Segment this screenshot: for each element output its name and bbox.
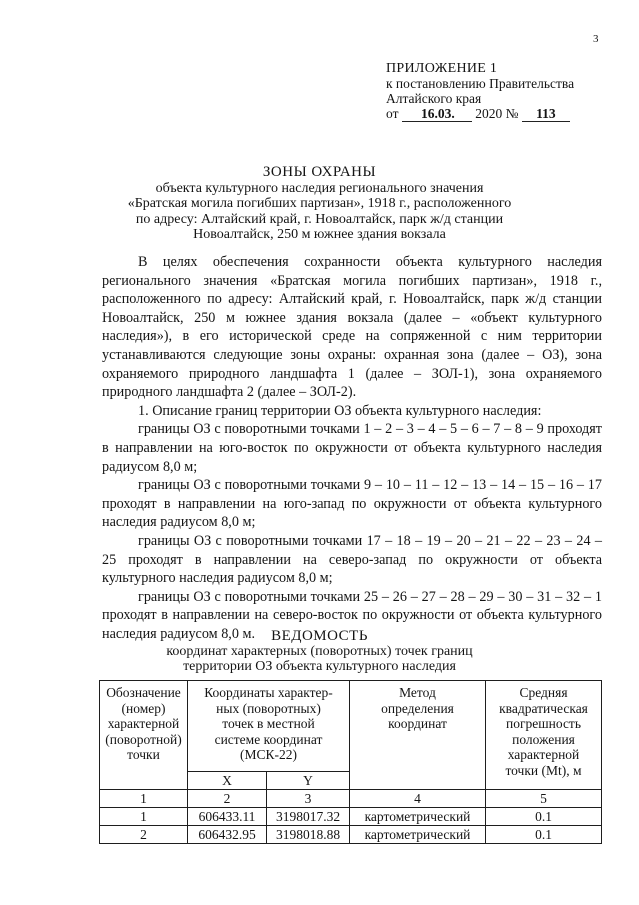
header-coordinates-2: ных (поворотных) [216, 700, 321, 716]
header-coordinates-1: Координаты характер- [204, 685, 333, 700]
header-y: Y [267, 772, 350, 790]
title-line-4: Новоалтайск, 250 м южнее здания вокзала [193, 227, 446, 242]
table-row [100, 808, 602, 826]
header-error-4: положения [512, 731, 575, 747]
vedomost-line-1: координат характерных (поворотных) точек границ [166, 644, 473, 659]
appendix-year-no: 2020 № [475, 106, 519, 121]
col-number-5: 5 [486, 790, 602, 808]
appendix-date-line [386, 106, 574, 122]
header-designation-4: (поворотной) [105, 731, 182, 747]
header-coordinates-5: (МСК-22) [240, 747, 297, 762]
header-designation-3: характерной [107, 716, 180, 731]
title-line-2: «Братская могила погибших партизан», 1918 г., расположенного [127, 196, 512, 211]
cell-method: картометрический [350, 808, 486, 826]
header-method-3: координат [388, 716, 447, 731]
cell-x: 606433.11 [188, 808, 267, 826]
cell-error: 0.1 [486, 826, 602, 844]
table-column-numbers-row [100, 790, 602, 808]
header-x: X [188, 772, 267, 790]
header-error-6: точки (Mt), м [505, 762, 582, 778]
header-error [486, 681, 602, 790]
col-number-3: 3 [267, 790, 350, 808]
cell-x: 606432.95 [188, 826, 267, 844]
paragraph-intro: В целях обеспечения сохранности объекта культурного наследия регионального значения «Братская могила погибших партизан», 1918 г., расположенного по адресу: Алтайский край, г. Новоалтайск, парк ж/д станции Новоалтайск, 250 м южнее здания вокзала (далее – «объект культурного наследия»), в его исторической среде на сопряженной с ним территории устанавливаются следующие зоны охраны: охранная зона (далее – ОЗ), зона охраняемого природного ландшафта 1 (далее – ЗОЛ-1), зона охраняемого природного ландшафта 2 (далее – ЗОЛ-2). [102, 254, 602, 401]
cell-y: 3198017.32 [267, 808, 350, 826]
paragraph-section-1: 1. Описание границ территории ОЗ объекта культурного наследия: [138, 402, 542, 419]
cell-point: 1 [100, 808, 188, 826]
title-line-1: объекта культурного наследия регионального значения [155, 180, 484, 196]
header-designation-1: Обозначение [106, 685, 181, 700]
paragraph-boundary-4: границы ОЗ с поворотными точками 25 – 26 – 27 – 28 – 29 – 30 – 31 – 32 – 1 проходят в направлении на северо-восток по окружности от объекта культурного наследия радиусом 8,0 м. [102, 588, 602, 642]
paragraph-boundary-1: границы ОЗ с поворотными точками 1 – 2 – 3 – 4 – 5 – 6 – 7 – 8 – 9 проходят в направлении на юго-восток по окружности от объекта культурного наследия радиусом 8,0 м; [102, 421, 602, 475]
paragraph-boundary-2: границы ОЗ с поворотными точками 9 – 10 – 11 – 12 – 13 – 14 – 15 – 16 – 17 проходят в направлении на юго-запад по окружности от объекта культурного наследия радиусом 8,0 м; [102, 477, 602, 531]
header-designation-2: (номер) [121, 700, 166, 716]
cell-y: 3198018.88 [267, 826, 350, 844]
header-coordinates-3: точек в местной [222, 716, 315, 731]
header-method-1: Метод [399, 685, 436, 700]
appendix-heading: ПРИЛОЖЕНИЕ 1 [386, 61, 498, 76]
vedomost-title [0, 629, 639, 674]
header-error-1: Средняя [519, 685, 568, 700]
header-designation [100, 681, 188, 790]
header-error-3: погрешность [505, 716, 581, 731]
header-error-2: квадратическая [499, 700, 588, 716]
cell-error: 0.1 [486, 808, 602, 826]
title-line-3: по адресу: Алтайский край, г. Новоалтайск, парк ж/д станции [135, 211, 504, 227]
document-title [0, 165, 639, 243]
document-body [102, 253, 602, 643]
appendix-line-2: Алтайского края [386, 91, 482, 106]
header-method-2: определения [381, 700, 454, 716]
cell-point: 2 [100, 826, 188, 844]
page-number: 3 [593, 33, 599, 45]
appendix-line-1: к постановлению Правительства [386, 76, 575, 91]
appendix-date: 16.03. [402, 106, 472, 122]
header-designation-5: точки [127, 747, 160, 762]
col-number-4: 4 [350, 790, 486, 808]
header-error-5: характерной [507, 747, 580, 762]
col-number-1: 1 [100, 790, 188, 808]
col-number-2: 2 [188, 790, 267, 808]
header-coordinates [188, 681, 350, 772]
table-row [100, 826, 602, 844]
title-heading: ЗОНЫ ОХРАНЫ [262, 164, 377, 180]
table-header-row [100, 681, 602, 772]
coordinates-table [99, 680, 602, 844]
cell-method: картометрический [350, 826, 486, 844]
vedomost-heading: ВЕДОМОСТЬ [271, 628, 368, 644]
vedomost-line-2: территории ОЗ объекта культурного наследия [183, 659, 456, 674]
header-coordinates-4: системе координат [214, 731, 323, 747]
appendix-block [386, 61, 574, 122]
appendix-from: от [386, 106, 399, 121]
paragraph-boundary-3: границы ОЗ с поворотными точками 17 – 18 – 19 – 20 – 21 – 22 – 23 – 24 – 25 проходят в направлении на северо-запад по окружности от объекта культурного наследия радиусом 8,0 м; [102, 532, 602, 587]
header-method [350, 681, 486, 790]
appendix-number: 113 [522, 106, 570, 122]
